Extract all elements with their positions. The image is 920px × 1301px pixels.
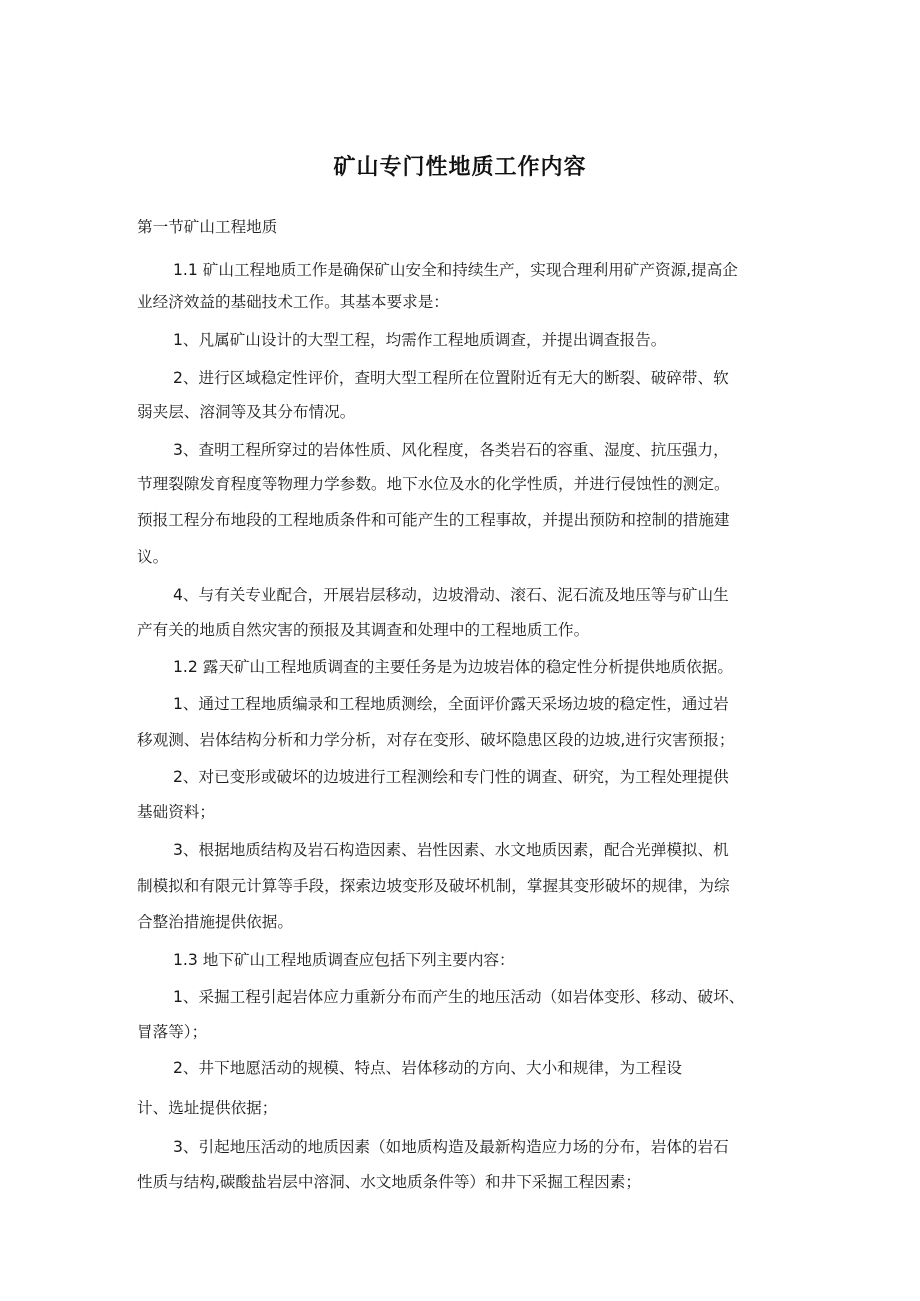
paragraph-line: 冒落等）； [137, 1023, 208, 1041]
section-heading: 第一节矿山工程地质 [137, 218, 278, 236]
paragraph-line: 3、根据地质结构及岩石构造因素、岩性因素、水文地质因素，配合光弹模拟、机 [173, 841, 729, 859]
paragraph-line: 2、井下地愿活动的规模、特点、岩体移动的方向、大小和规律，为工程设 [173, 1059, 682, 1077]
paragraph-line: 4、与有关专业配合，开展岩层移动，边坡滑动、滚石、泥石流及地压等与矿山生 [173, 586, 729, 604]
paragraph-line: 1、通过工程地质编录和工程地质测绘，全面评价露天采场边坡的稳定性，通过岩 [173, 695, 729, 713]
paragraph-line: 基础资料； [137, 803, 215, 821]
paragraph-line: 议。 [137, 548, 169, 566]
paragraph-line: 2、对已变形或破坏的边坡进行工程测绘和专门性的调查、研究，为工程处理提供 [173, 768, 729, 786]
paragraph-line: 3、引起地压活动的地质因素（如地质构造及最新构造应力场的分布，岩体的岩石 [173, 1138, 729, 1156]
document-title: 矿山专门性地质工作内容 [333, 155, 587, 180]
paragraph-line: 计、选址提供依据； [137, 1099, 278, 1117]
paragraph-line: 1、凡属矿山设计的大型工程，均需作工程地质调查，并提出调查报告。 [173, 331, 667, 349]
paragraph-line: 产有关的地质自然灾害的预报及其调查和处理中的工程地质工作。 [137, 621, 590, 639]
paragraph-line: 制模拟和有限元计算等手段，探索边坡变形及破坏机制，掌握其变形破坏的规律，为综 [137, 877, 730, 895]
paragraph-line: 节理裂隙发育程度等物理力学参数。地下水位及水的化学性质，并进行侵蚀性的测定。 [137, 475, 730, 493]
paragraph-line: 3、查明工程所穿过的岩体性质、风化程度，各类岩石的容重、湿度、抗压强力， [173, 441, 729, 459]
paragraph-line: 预报工程分布地段的工程地质条件和可能产生的工程事故，并提出预防和控制的措施建 [137, 511, 730, 529]
paragraph-line: 1.1 矿山工程地质工作是确保矿山安全和持续生产，实现合理利用矿产资源,提高企 [173, 261, 738, 279]
paragraph-line: 2、进行区域稳定性评价，查明大型工程所在位置附近有无大的断裂、破碎带、软 [173, 369, 729, 387]
paragraph-line: 合整治措施提供依据。 [137, 913, 293, 931]
paragraph-line: 1.3 地下矿山工程地质调查应包括下列主要内容： [173, 951, 515, 969]
paragraph-line: 业经济效益的基础技术工作。其基本要求是： [137, 293, 449, 311]
paragraph-line: 弱夹层、溶洞等及其分布情况。 [137, 403, 356, 421]
paragraph-line: 移观测、岩体结构分析和力学分析，对存在变形、破坏隐患区段的边坡,进行灾害预报； [137, 731, 735, 749]
paragraph-line: 性质与结构,碳酸盐岩层中溶洞、水文地质条件等）和井下采掘工程因素； [137, 1173, 641, 1191]
paragraph-line: 1.2 露天矿山工程地质调查的主要任务是为边坡岩体的稳定性分析提供地质依据。 [173, 658, 733, 676]
paragraph-line: 1、采掘工程引起岩体应力重新分布而产生的地压活动（如岩体变形、移动、破坏、 [173, 988, 745, 1006]
